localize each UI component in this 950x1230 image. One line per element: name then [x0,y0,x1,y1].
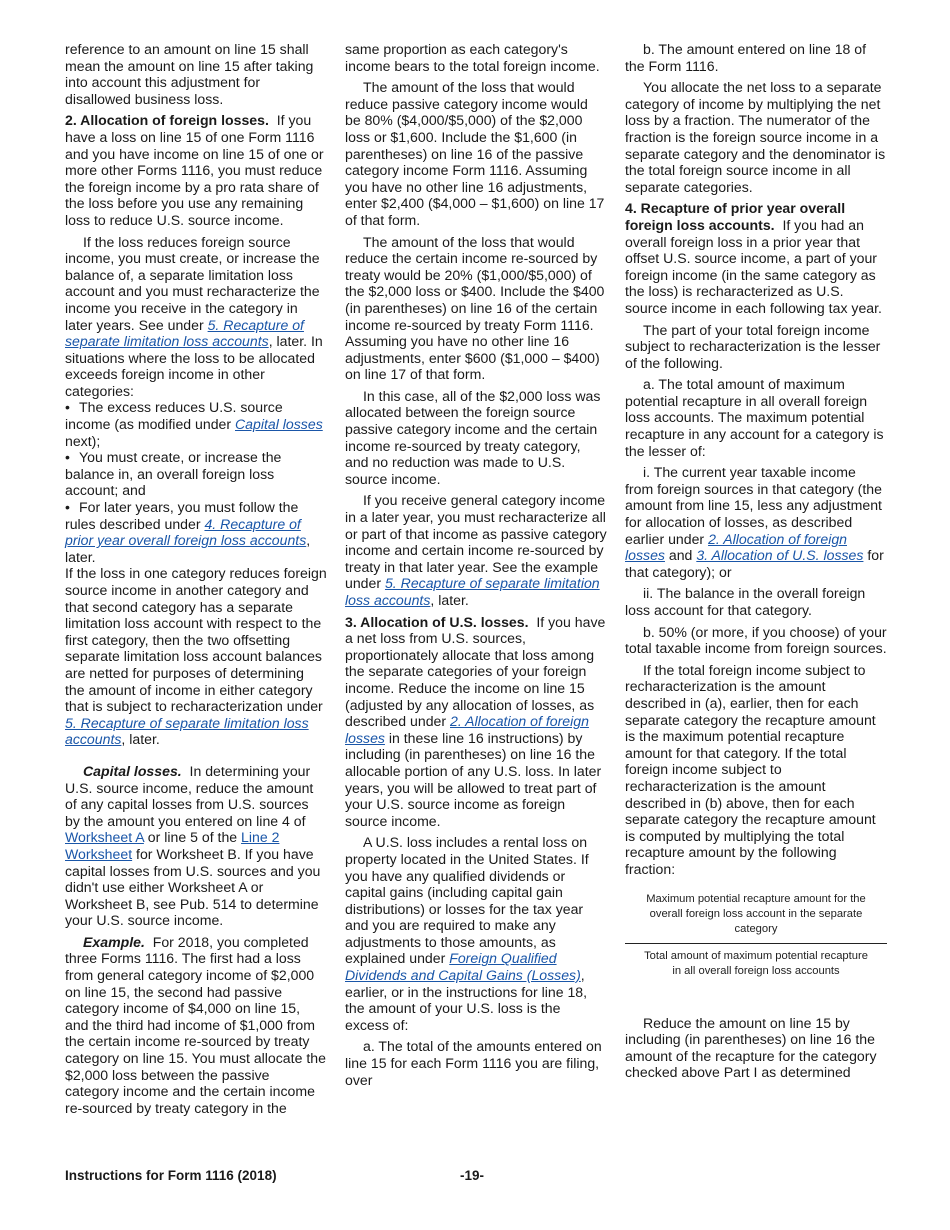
paragraph: a. The total amount of maximum potential recapture in all overall foreign loss accounts. The maximum potential recapture in any account for a category is the lesser of: [625,376,884,459]
paragraph: a. The total of the amounts entered on line 15 for each Form 1116 you are filing, over [345,1038,602,1088]
paragraph: The amount of the loss that would reduce passive category income would be 80% ($4,000/$5,000) of the $2,000 loss or $1,600. Include the $1,600 (in parentheses) on line 16 of the passive category income Form 1116. Assuming you have no other line 16 adjustments, enter $2,400 ($4,000 – $1,600) on line 17 of that form. [345,79,605,228]
paragraph-text: , later. [430,592,469,608]
paragraph-text: and [668,547,693,564]
paragraph-text: If the loss in one category reduces foreign source income in another category and that second category has a separate limitation loss account with respect to the first category, then the two offsetting separate limitation loss account balances are netted for purposes of determining the amount of income in either category that is subject to recharacterization under [65,565,327,715]
column-1 [65,41,327,1121]
section-heading: 3. Allocation of U.S. losses. [345,613,529,630]
paragraph-text: , later. [121,731,160,748]
paragraph-text: If you had an overall foreign loss in a prior year that offset U.S. source income, a part of your foreign income (in the same category as the loss) is recharacterized as U.S. source income in each following tax year. [625,216,882,316]
recapture-separate-limitation-link[interactable]: 5. Recapture of separate limitation loss accounts [65,316,304,350]
column-3 [625,41,887,1086]
paragraph-text: If the loss reduces foreign source income, you must create, or increase the balance of, a separate limitation loss account and you must recharacterize the income you receive in the category in later years. See under [65,233,320,333]
fraction-numerator: Maximum potential recapture amount for the overall foreign loss account in the separate category [625,892,887,944]
list-item [65,449,327,499]
paragraph-text: If you have a net loss from U.S. sources, proportionately allocate that loss among the separate categories of your foreign income. Reduce the income on line 15 (adjusted by any allocation of losses, as described under [345,613,606,730]
paragraph-text: , earlier, or in the instructions for line 18, the amount of your U.S. loss is the excess of: [345,967,588,1033]
paragraph: b. The amount entered on line 18 of the Form 1116. [625,41,867,74]
section-3-paragraph [345,614,607,830]
paragraph: You allocate the net loss to a separate category of income by multiplying the net loss by a fraction. The numerator of the fraction is the foreign source income in a separate category and the denominator is the total foreign source income in all separate categories. [625,79,886,195]
allocation-foreign-losses-link[interactable]: 2. Allocation of foreign losses [625,530,847,564]
line-2-worksheet-link[interactable]: Line 2 Worksheet [65,829,280,862]
list-item-text: For later years, you must follow the rules described under [65,499,299,532]
bullet-icon: • [65,449,70,466]
list-item-text: next); [65,432,101,449]
recapture-fraction [625,892,887,979]
paragraph: b. 50% (or more, if you choose) of your total taxable income from foreign sources. [625,623,887,657]
paragraph: reference to an amount on line 15 shall mean the amount on line 15 after taking into account this adjustment for disallowed business loss. [65,41,314,107]
paragraph: If the total foreign income subject to recharacterization is the amount described in (a), earlier, then for each separate category the recapture amount is the maximum potential recapture amount for that category. If the total foreign income subject to recharacterization is the amount described in (b) above, then for each separate category the recapture amount is computed by multiplying the total recapture amount by the following fraction: [625,661,876,877]
bullet-icon: • [65,399,70,416]
list-item [65,499,327,565]
paragraph [345,834,607,1033]
allocation-foreign-losses-link[interactable]: 2. Allocation of foreign losses [345,713,589,746]
subsection-heading: Example. [83,933,145,950]
paragraph: In this case, all of the $2,000 loss was allocated between the foreign source passive category income and the certain income re-sourced by treaty category, and no reduction was made to U.S. source income. [345,387,601,487]
paragraph-text: in these line 16 instructions) by including (in parentheses) on line 16 the allocable portion of any U.S. loss. In later years, you will be allowed to treat part of your U.S. source income as foreign source income. [345,729,602,829]
page-number: -19- [460,1168,485,1183]
spacer [65,753,327,763]
paragraph-text: In determining your U.S. source income, reduce the amount of any capital losses from U.S. sources by the amount you entered on line 4 of [65,762,314,829]
fraction-denominator: Total amount of maximum potential recapture in all overall foreign loss accounts [644,949,868,977]
paragraph: The amount of the loss that would reduce the certain income re-sourced by treaty would be 20% ($1,000/$5,000) of the $2,000 loss or $400. Include the $400 (in parentheses) on line 16 of the certain income re-sourced by treaty Form 1116. Assuming you have no other line 16 adjustments, enter $600 ($1,000 – $400) on line 17 of that form. [345,233,605,383]
paragraph-text: for Worksheet B. If you have capital losses from U.S. sources and you didn't use either Worksheet A or Worksheet B, see Pub. 514 to determine your U.S. source income. [65,845,321,929]
list-item-text: , later. [65,532,311,565]
allocation-us-losses-link[interactable]: 3. Allocation of U.S. losses [696,547,864,564]
footer-form-title: Instructions for Form 1116 (2018) [65,1168,277,1183]
paragraph [345,492,607,608]
paragraph: same proportion as each category's income bears to the total foreign income. [345,41,600,74]
paragraph-text: For 2018, you completed three Forms 1116. The first had a loss from general category income of $2,000 on line 15, the second had passive category income of $4,000 on line 15, and the third had income of $1,000 from the certain income re-sourced by treaty category on line 15. You must allocate the $2,000 loss between the passive category income and the certain income re-sourced by treaty category in the [65,933,326,1116]
paragraph: The part of your total foreign income subject to recharacterization is the lesser of the following. [625,321,881,371]
paragraph: Reduce the amount on line 15 by including (in parentheses) on line 16 the amount of the recapture for the category checked above Part I as determined [625,1014,877,1081]
section-heading: 2. Allocation of foreign losses. [65,112,269,129]
list-item-text: You must create, or increase the balance in, an overall foreign loss account; and [65,449,282,499]
section-4-paragraph [625,200,887,316]
subsection-heading: Capital losses. [83,762,182,779]
paragraph-text: or line 5 of the [147,829,238,846]
section-heading: 4. Recapture of prior year overall foreign loss accounts. [625,200,846,233]
paragraph-text: If you have a loss on line 15 of one Form 1116 and you have income on line 15 of one or more other Forms 1116, you must reduce the foreign income by a pro rata share of the loss before you use any remaining loss to reduce U.S. source income. [65,112,324,228]
example-paragraph [65,934,327,1117]
paragraph [65,565,327,748]
section-2-paragraph [65,112,327,228]
spacer [625,979,887,1015]
paragraph [65,234,327,400]
list-item-text: The excess reduces U.S. source income (as modified under [65,399,283,433]
paragraph [625,464,887,580]
paragraph: ii. The balance in the overall foreign loss account for that category. [625,585,866,618]
paragraph-text: , later. In situations where the loss to be allocated exceeds foreign income in other categories: [65,333,323,399]
recapture-separate-limitation-link[interactable]: 5. Recapture of separate limitation loss accounts [65,714,309,748]
paragraph-text: i. The current year taxable income from foreign sources in that category (the amount from line 15, less any adjustment for allocation of losses, as described earlier under [625,464,882,547]
column-2 [345,41,607,1093]
bullet-icon: • [65,499,70,516]
paragraph-text: for that category); or [625,547,884,580]
recapture-overall-foreign-loss-link[interactable]: 4. Recapture of prior year overall foreign loss accounts [65,515,307,549]
list-item [65,399,327,449]
recapture-separate-limitation-link[interactable]: 5. Recapture of separate limitation loss accounts [345,575,600,608]
paragraph-text: If you receive general category income in a later year, you must recharacterize all or part of that income as passive category income and certain income re-sourced by treaty in that later year. See the example under [345,492,607,592]
foreign-qualified-dividends-link[interactable]: Foreign Qualified Dividends and Capital Gains (Losses) [345,950,581,984]
worksheet-a-link[interactable]: Worksheet A [65,829,144,846]
capital-losses-paragraph [65,763,327,929]
capital-losses-link[interactable]: Capital losses [235,416,323,433]
paragraph-text: A U.S. loss includes a rental loss on property located in the United States. If you have any qualified dividends or capital gains (including capital gain distributions) or losses for the tax year and you are required to make any adjustments to those amounts, as explained under [345,834,589,967]
